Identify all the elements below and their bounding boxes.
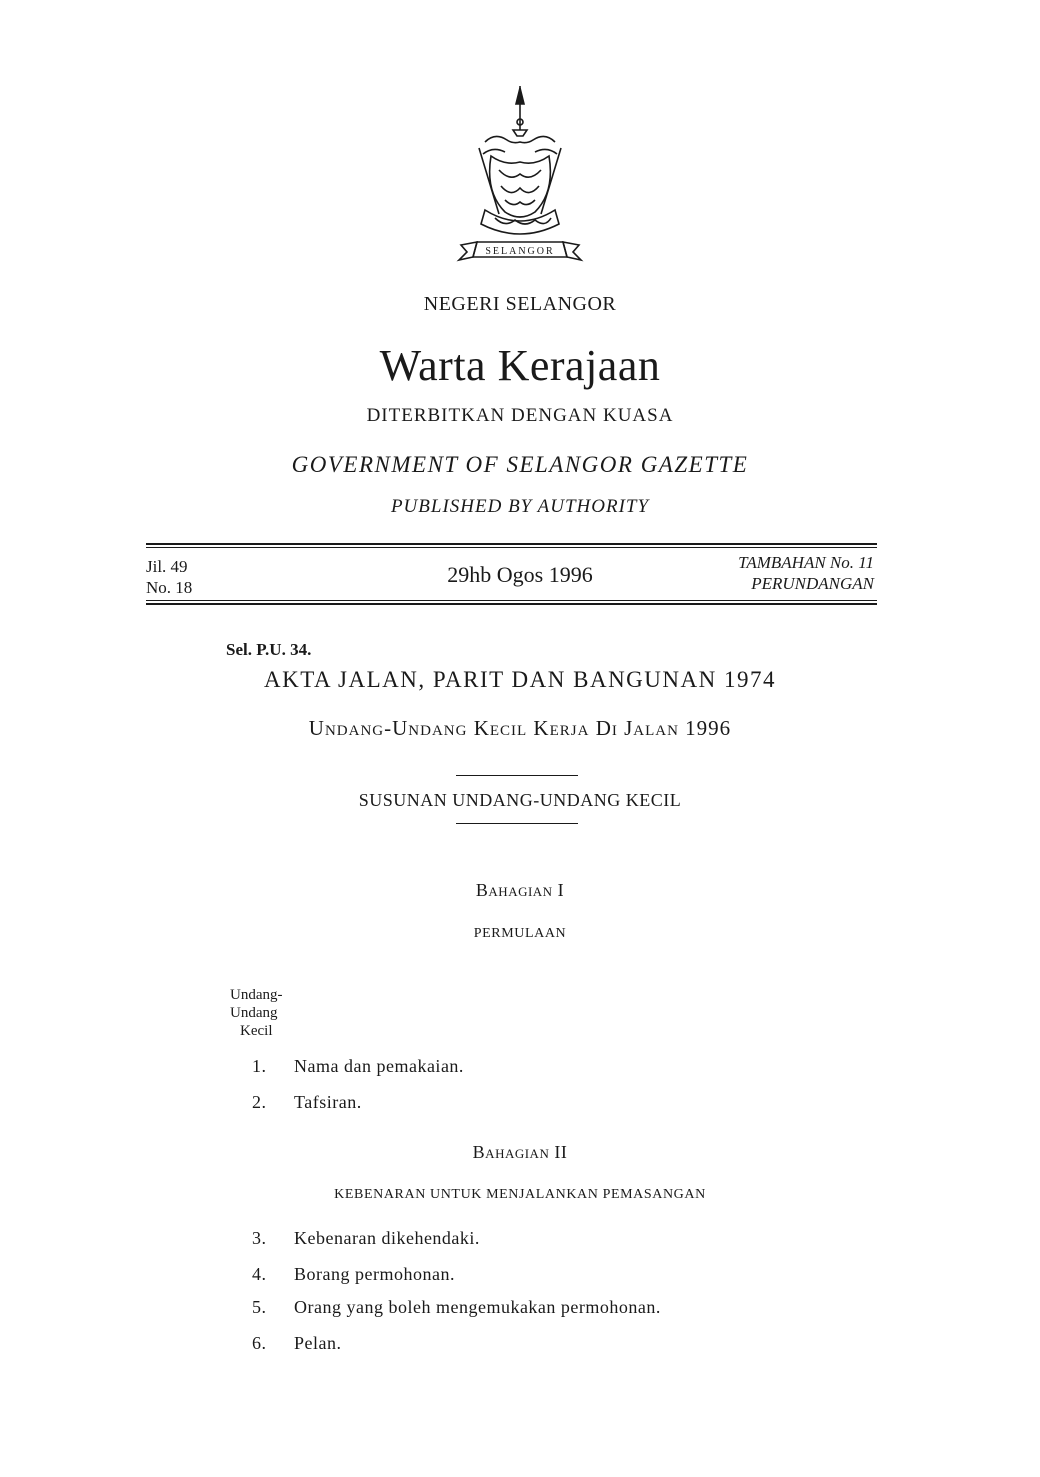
item-number: 5. [252,1297,267,1317]
item-text: Nama dan pemakaian. [294,1056,464,1076]
supplement-number: TAMBAHAN No. 11 [738,553,874,572]
item-number: 1. [252,1056,267,1076]
item-text: Tafsiran. [294,1092,362,1112]
part1-title: PERMULAAN [473,926,567,941]
volume-number: Jil. 49 [146,557,188,576]
document-reference: Sel. P.U. 34. [226,640,312,659]
crest-banner-text: SELANGOR [485,246,555,257]
list-item [252,1297,661,1318]
margin-note-line: Undang [230,1005,278,1021]
bylaw-title: Undang-Undang Kecil Kerja Di Jalan 1996 [308,716,732,740]
gazette-title-en: GOVERNMENT OF SELANGOR GAZETTE [291,452,749,477]
divider-top [456,775,578,776]
issue-date: 29hb Ogos 1996 [447,562,593,587]
gazette-subtitle: DITERBITKAN DENGAN KUASA [366,405,674,426]
issue-number: No. 18 [146,578,193,597]
state-name: NEGERI SELANGOR [423,293,617,315]
item-number: 4. [252,1264,267,1284]
item-text: Borang permohonan. [294,1264,455,1284]
part2-title: KEBENARAN UNTUK MENJALANKAN PEMASANGAN [334,1187,706,1202]
masthead-top-rule-thin [146,547,877,548]
masthead-bottom-rule [146,603,877,605]
gazette-title: Warta Kerajaan [379,341,661,390]
masthead-top-rule [146,543,877,545]
list-item [252,1264,455,1285]
supplement-info [738,552,874,594]
item-text: Kebenaran dikehendaki. [294,1228,480,1248]
crest-emblem-icon [455,82,585,267]
margin-note [230,986,283,1040]
part2-heading: Bahagian II [472,1142,568,1162]
item-text: Pelan. [294,1333,342,1353]
list-item [252,1228,480,1249]
gazette-subtitle-en: PUBLISHED BY AUTHORITY [390,496,650,517]
selangor-crest-logo [455,82,585,267]
item-number: 2. [252,1092,267,1112]
margin-note-line: Undang- [230,987,283,1003]
part1-heading: Bahagian I [475,880,565,900]
item-number: 6. [252,1333,267,1353]
masthead-bottom-rule-thin [146,600,877,601]
list-item [252,1056,464,1077]
arrangement-heading: SUSUNAN UNDANG-UNDANG KECIL [358,790,682,810]
item-number: 3. [252,1228,267,1248]
margin-note-line: Kecil [240,1023,273,1039]
supplement-type: PERUNDANGAN [751,574,874,593]
list-item [252,1092,362,1113]
list-item [252,1333,342,1354]
item-text: Orang yang boleh mengemukakan permohonan. [294,1297,661,1317]
divider-bottom [456,823,578,824]
act-title: AKTA JALAN, PARIT DAN BANGUNAN 1974 [264,667,776,692]
